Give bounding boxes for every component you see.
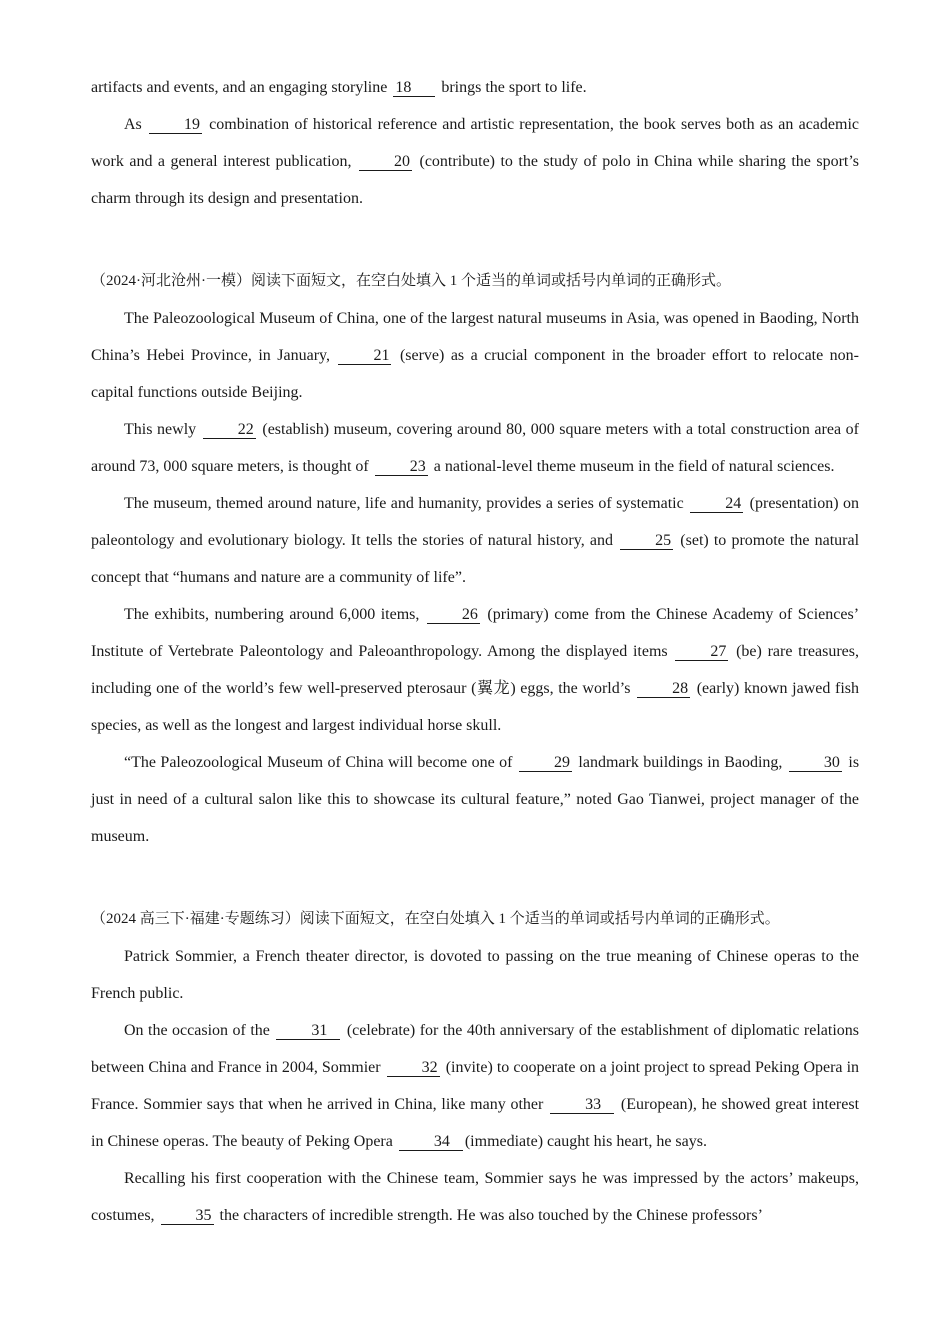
paragraph: [91, 411, 859, 485]
blank-20: 20: [359, 153, 412, 171]
blank-35: 35: [161, 1207, 214, 1225]
text: “The Paleozoological Museum of China will become one of: [124, 754, 513, 771]
text: (primary) come from the Chinese Academy of Sciences’ Institute of Vertebrate Paleontology and Paleoanthropology. Among the displayed items: [91, 606, 860, 660]
section-header: （2024 高三下·福建·专题练习）阅读下面短文，在空白处填入 1 个适当的单词或括号内单词的正确形式。: [91, 911, 780, 927]
text: The Paleozoological Museum of China, one of the largest natural museums in Asia, was opened in Baoding, North China’s Hebei Province, in January,: [91, 310, 859, 364]
paragraph: [91, 69, 859, 106]
blank-23: 23: [375, 458, 428, 476]
text: (invite) to cooperate on a joint project to spread Peking Opera in France. Sommier says that when he arrived in China, like many other: [91, 1059, 860, 1113]
text: a national-level theme museum in the field of natural sciences.: [433, 458, 835, 475]
paragraph: [91, 300, 859, 411]
blank-21: 21: [338, 347, 391, 365]
paragraph: [91, 1012, 859, 1160]
blank-29: 29: [519, 754, 572, 772]
blank-34: 34: [399, 1133, 463, 1151]
blank-32: 32: [387, 1059, 440, 1077]
text: The exhibits, numbering around 6,000 items,: [124, 606, 420, 623]
blank-33: 33: [550, 1096, 614, 1114]
text: (presentation) on paleontology and evolutionary biology. It tells the stories of natural history, and: [91, 495, 860, 549]
blank-28: 28: [637, 680, 690, 698]
text: The museum, themed around nature, life and humanity, provides a series of systematic: [124, 495, 684, 512]
text: (serve) as a crucial component in the broader effort to relocate non-capital functions outside Beijing.: [91, 347, 860, 401]
text: (set) to promote the natural concept that “humans and nature are a community of life”.: [91, 532, 860, 586]
text: is just in need of a cultural salon like this to showcase its cultural feature,” noted Gao Tianwei, project manager of the museum.: [91, 754, 860, 845]
paragraph: [91, 485, 859, 596]
blank-31: 31: [276, 1022, 340, 1040]
text: (European), he showed great interest in Chinese operas. The beauty of Peking Opera: [91, 1096, 860, 1150]
text: (early) known jawed fish species, as well as the longest and largest individual horse skull.: [91, 680, 860, 734]
text: Recalling his first cooperation with the Chinese team, Sommier says he was impressed by the actors’ makeups, costumes,: [91, 1170, 859, 1224]
paragraph: [91, 596, 859, 744]
text: brings the sport to life.: [441, 79, 587, 96]
text: (establish) museum, covering around 80, 000 square meters with a total construction area of around 73, 000 square meters, is thought of: [91, 421, 860, 475]
blank-30: 30: [789, 754, 842, 772]
blank-26: 26: [427, 606, 480, 624]
text: artifacts and events, and an engaging storyline: [91, 79, 388, 96]
text: On the occasion of the: [124, 1022, 270, 1039]
blank-24: 24: [690, 495, 743, 513]
blank-18: 18: [393, 79, 435, 97]
blank-22: 22: [203, 421, 256, 439]
text: (be) rare treasures, including one of the world’s few well-preserved pterosaur (翼龙) eggs, the world’s: [91, 643, 859, 697]
section-header: （2024·河北沧州·一模）阅读下面短文，在空白处填入 1 个适当的单词或括号内单词的正确形式。: [91, 273, 731, 289]
paragraph: [91, 938, 859, 1012]
text: (contribute) to the study of polo in China while sharing the sport’s charm through its design and presentation.: [91, 153, 860, 207]
text: the characters of incredible strength. He was also touched by the Chinese professors’: [219, 1207, 763, 1224]
text: Patrick Sommier, a French theater director, is dovoted to passing on the true meaning of Chinese operas to the French public.: [91, 948, 859, 1002]
text: This newly: [124, 421, 197, 438]
paragraph: [91, 106, 859, 217]
text: landmark buildings in Baoding,: [578, 754, 783, 771]
blank-27: 27: [675, 643, 728, 661]
text: combination of historical reference and artistic representation, the book serves both as an academic work and a general interest publication,: [91, 116, 859, 170]
text: (celebrate) for the 40th anniversary of the establishment of diplomatic relations between China and France in 2004, Sommier: [91, 1022, 860, 1076]
blank-19: 19: [149, 116, 202, 134]
blank-25: 25: [620, 532, 673, 550]
document-body: [91, 69, 859, 1234]
paragraph: [91, 1160, 859, 1234]
paragraph: [91, 744, 859, 855]
text: (immediate) caught his heart, he says.: [464, 1133, 707, 1150]
text: As: [124, 116, 142, 133]
